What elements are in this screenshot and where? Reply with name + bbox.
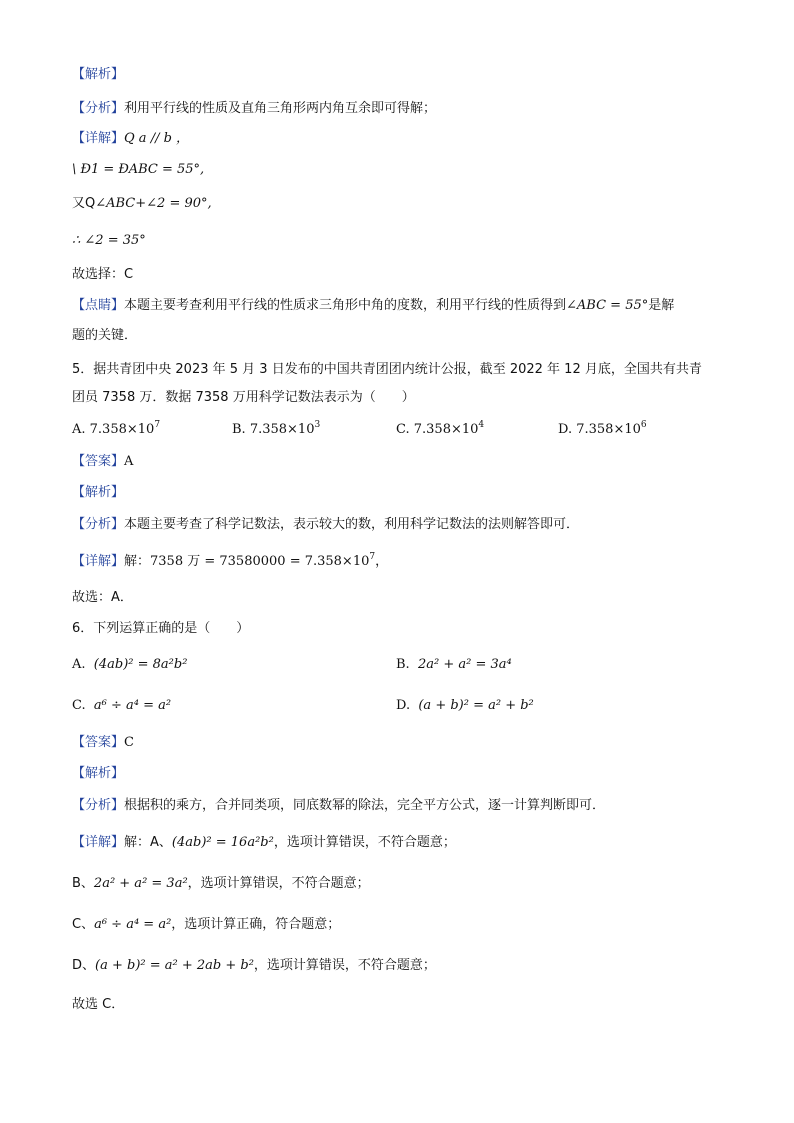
choice-line: 故选择：C: [72, 267, 134, 282]
q6-answer-tag: 【答案】: [72, 735, 125, 750]
angle-result-line: ∴ ∠2 = 35°: [72, 233, 146, 248]
angle-sum-prefix: 又Q: [72, 196, 96, 211]
q6-xiangjie-a-line: 【详解】解：A、(4ab)² = 16a²b²，选项计算错误，不符合题意；: [72, 835, 456, 850]
angle-equality-line: \ Ð1 = ÐABC = 55°,: [72, 162, 205, 177]
q5-option-c: C. $7.358\times 10^4$: [396, 420, 485, 437]
fenxi-tag: 【分析】: [72, 101, 125, 116]
q6-choice-line: 故选 C．: [72, 997, 125, 1012]
q5-fenxi-line: [72, 516, 579, 534]
angle-sum-line: [72, 195, 212, 213]
xiangjie-line: [72, 130, 189, 148]
q5-option-b: B. $7.358\times 10^3$: [232, 420, 321, 437]
parallel-statement: Q a // b ，: [124, 131, 190, 146]
dianjing-math: ∠ABC = 55°: [566, 298, 649, 313]
dianjing-tag: 【点睛】: [72, 298, 125, 313]
q5-xiangjie-text: 解：7358 万 = 73580000 = 7.358×10: [124, 554, 370, 569]
q5-xiangjie-line: [72, 553, 388, 571]
q5-xiangjie-end: ，: [375, 554, 389, 569]
q5-answer-tag: 【答案】: [72, 454, 125, 469]
jiexi-tag: 【解析】: [72, 67, 125, 82]
dianjing-text: 本题主要考查利用平行线的性质求三角形中角的度数，利用平行线的性质得到: [124, 298, 567, 313]
q5-xiangjie-tag: 【详解】: [72, 554, 125, 569]
q5-stem-line-2: 团员 7358 万．数据 7358 万用科学记数法表示为（ ）: [72, 390, 415, 405]
q5-jiexi-tag: 【解析】: [72, 485, 125, 500]
q5-stem-line-1: 5．据共青团中央 2023 年 5 月 3 日发布的中国共青团团内统计公报，截至 2022 年 12 月底，全国共有共青: [72, 362, 702, 377]
angle-sum-math: ∠ABC+∠2 = 90°,: [95, 196, 212, 211]
q6-xiangjie-b-line: B、2a² + a² = 3a²，选项计算错误，不符合题意；: [72, 876, 370, 891]
q5-option-a: A. $7.358\times 10^7$: [72, 420, 161, 437]
q5-fenxi-text: 本题主要考查了科学记数法，表示较大的数，利用科学记数法的法则解答即可．: [124, 517, 580, 532]
q6-option-a: A. (4ab)² = 8a²b²: [72, 657, 188, 672]
q6-option-c: C. a⁶ ÷ a⁴ = a²: [72, 698, 172, 713]
q5-choice-line: 故选：A．: [72, 590, 133, 605]
dianjing-line: [72, 297, 674, 315]
q6-xiangjie-d-line: D、(a + b)² = a² + 2ab + b²，选项计算错误，不符合题意；: [72, 958, 436, 973]
q5-xiangjie-exp: 7: [369, 552, 376, 562]
q6-option-d: D. (a + b)² = a² + b²: [396, 698, 534, 713]
xiangjie-tag: 【详解】: [72, 131, 125, 146]
q6-fenxi-text: 根据积的乘方，合并同类项，同底数幂的除法，完全平方公式，逐一计算判断即可．: [124, 798, 606, 813]
q5-fenxi-tag: 【分析】: [72, 517, 125, 532]
q6-fenxi-tag: 【分析】: [72, 798, 125, 813]
q5-answer: A: [124, 454, 134, 469]
fenxi-text: 利用平行线的性质及直角三角形两内角互余即可得解；: [124, 101, 437, 116]
q6-fenxi-line: [72, 797, 605, 815]
q5-option-d: D. $7.358\times 10^6$: [558, 420, 647, 437]
q6-option-b: B. 2a² + a² = 3a⁴: [396, 657, 512, 672]
q6-xiangjie-c-line: C、a⁶ ÷ a⁴ = a²，选项计算正确，符合题意；: [72, 917, 341, 932]
q6-answer: C: [124, 735, 134, 750]
q5-answer-line: [72, 453, 133, 471]
q6-jiexi-tag: 【解析】: [72, 766, 125, 781]
dianjing-text-end: 是解: [648, 298, 675, 313]
dianjing-line-2: 题的关键．: [72, 328, 138, 343]
q6-answer-line: [72, 734, 134, 752]
fenxi-line: [72, 100, 436, 118]
q6-stem: 6．下列运算正确的是（ ）: [72, 621, 250, 636]
q6-xiangjie-tag: 【详解】: [72, 835, 125, 850]
